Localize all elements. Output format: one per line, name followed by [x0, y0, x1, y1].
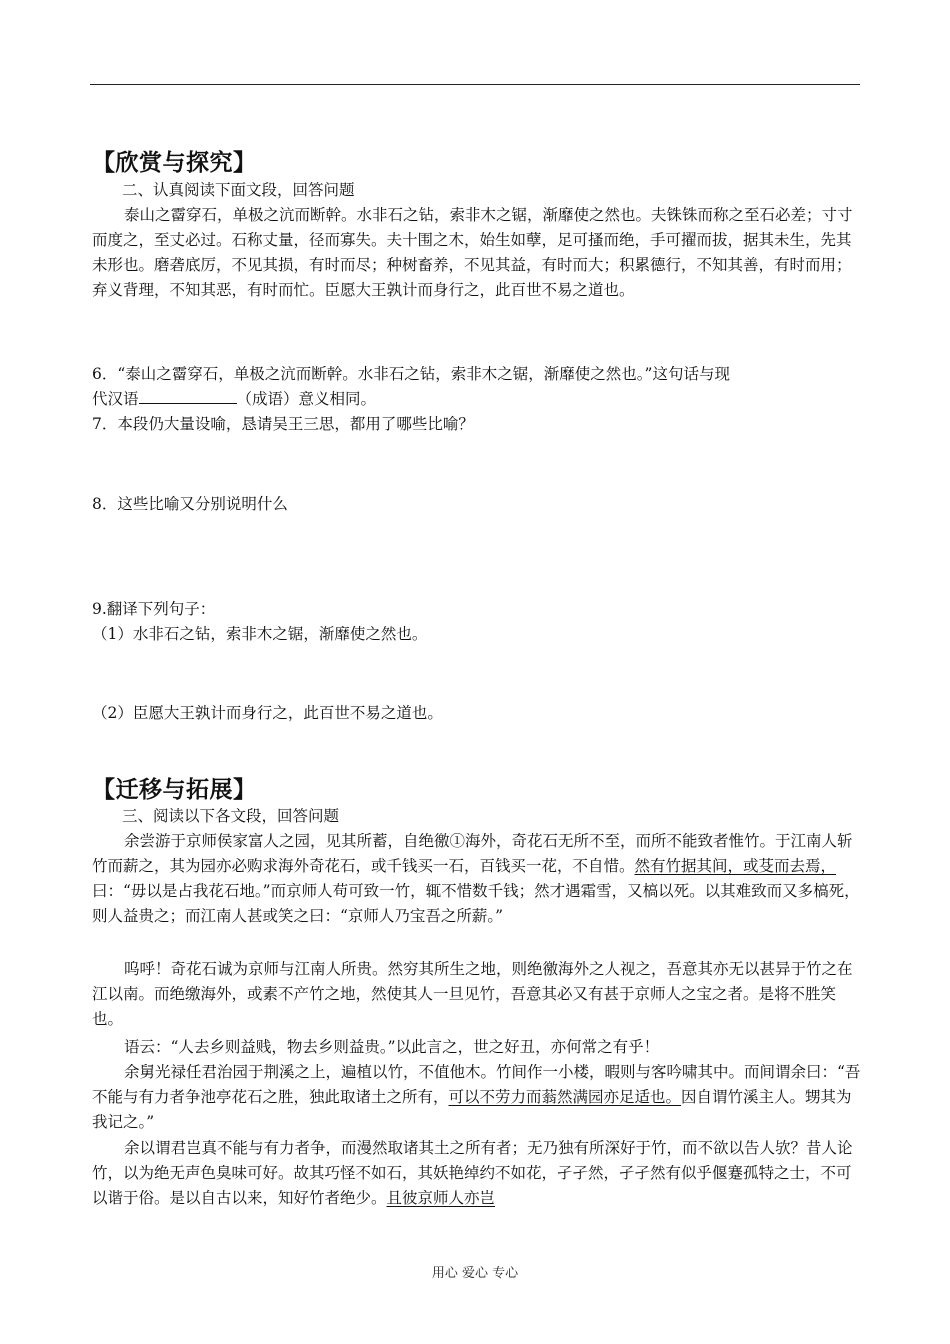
question-9: 9.翻译下列句子： [92, 600, 216, 618]
question-6-tail: （成语）意义相同。 [236, 390, 377, 408]
question-8: 8．这些比喻又分别说明什么 [92, 495, 288, 513]
reading-paragraph-3: 语云：“人去乡则益贱，物去乡则益贵。”以此言之，世之好丑，亦何常之有乎！ [124, 1038, 660, 1056]
underlined-sentence: 且彼京师人亦岂 [386, 1189, 496, 1207]
reading-paragraph-1 [92, 829, 864, 929]
paragraph-text: 余舅光禄任君治园于荆溪之上，遍植以竹，不值他木。竹间作一小楼，暇则与客吟啸其中。而间谓余曰：“吾不能与有力者争池亭花石之胜，独此取诸土之所有， [92, 1063, 861, 1106]
question-6-label: 代汉语 [92, 390, 139, 408]
paragraph-text: 曰：“毋以是占我花石地。”而京师人苟可致一竹，辄不惜数千钱；然才遇霜雪，又槁以死。以其难致而又多槁死，则人益贵之；而江南人甚或笑之曰：“京师人乃宝吾之所薪。” [92, 882, 860, 925]
question-6: 6．“泰山之霤穿石，单极之沆而断幹。水非石之钻，索非木之锯，渐靡使之然也。”这句话与现 [92, 365, 730, 383]
section-heading-extension: 【迁移与拓展】 [92, 777, 257, 803]
reading-paragraph-2: 呜呼！奇花石诚为京师与江南人所贵。然穷其所生之地，则绝徼海外之人视之，吾意其亦无以甚异于竹之在江以南。而绝缴海外，或素不产竹之地，然使其人一旦见竹，吾意其必又有甚于京师人之宝之者。是将不胜笑也。 [92, 960, 853, 1028]
paragraph-text: 余尝游于京师侯家富人之园，见其所蓄，自绝徼①海外，奇花石无所不至，而所不能致者惟竹。于江南人斩竹而薪之，其为园亦必购求海外奇花石，或千钱买一石，百钱买一花，不自惜。 [92, 832, 853, 875]
header-rule [90, 84, 860, 85]
reading-paragraph-4 [92, 1060, 864, 1135]
question-7: 7．本段仍大量设喻，恳请吴王三思，都用了哪些比喻？ [92, 415, 474, 433]
answer-blank[interactable] [139, 387, 237, 404]
paragraph-text: 因自谓竹溪主人。甥其为我记之。” [92, 1088, 852, 1131]
section-heading-appreciation: 【欣赏与探究】 [92, 150, 257, 176]
reading-paragraph-5 [92, 1136, 864, 1211]
question-6-cont [92, 387, 376, 412]
section-intro: 二、认真阅读下面文段，回答问题 [122, 181, 355, 199]
underlined-sentence: 可以不劳力而蓊然满园亦足适也。 [448, 1088, 682, 1106]
question-9-2: （2）臣愿大王孰计而身行之，此百世不易之道也。 [92, 704, 443, 722]
underlined-sentence: 然有竹据其间，或芟而去焉， [634, 857, 837, 875]
paragraph-text: 余以谓君岂真不能与有力者争，而漫然取诸其土之所有者；无乃独有所深好于竹，而不欲以告人欤？昔人论竹，以为绝无声色臭味可好。故其巧怪不如石，其妖艳绰约不如花，孑孑然，孑孑然有似乎偃蹇孤特之士，不可以谐于俗。是以自古以来，知好竹者绝少。 [92, 1139, 853, 1207]
passage-text: 泰山之霤穿石，单极之沆而断幹。水非石之钻，索非木之锯，渐靡使之然也。夫铢铢而称之至石必差；寸寸而度之，至丈必过。石称丈量，径而寡失。夫十围之木，始生如孽，足可搔而绝，手可擢而拔，据其未生，先其未形也。磨砻底厉，不见其损，有时而尽；种树畜养，不见其益，有时而大；积累德行，不知其善，有时而用；弃义背理，不知其恶，有时而忙。臣愿大王孰计而身行之，此百世不易之道也。 [92, 206, 853, 299]
question-9-1: （1）水非石之钻，索非木之锯，渐靡使之然也。 [92, 625, 428, 643]
page-footer: 用心 爱心 专心 [431, 1266, 519, 1281]
section-intro-2: 三、阅读以下各文段，回答问题 [122, 807, 340, 825]
